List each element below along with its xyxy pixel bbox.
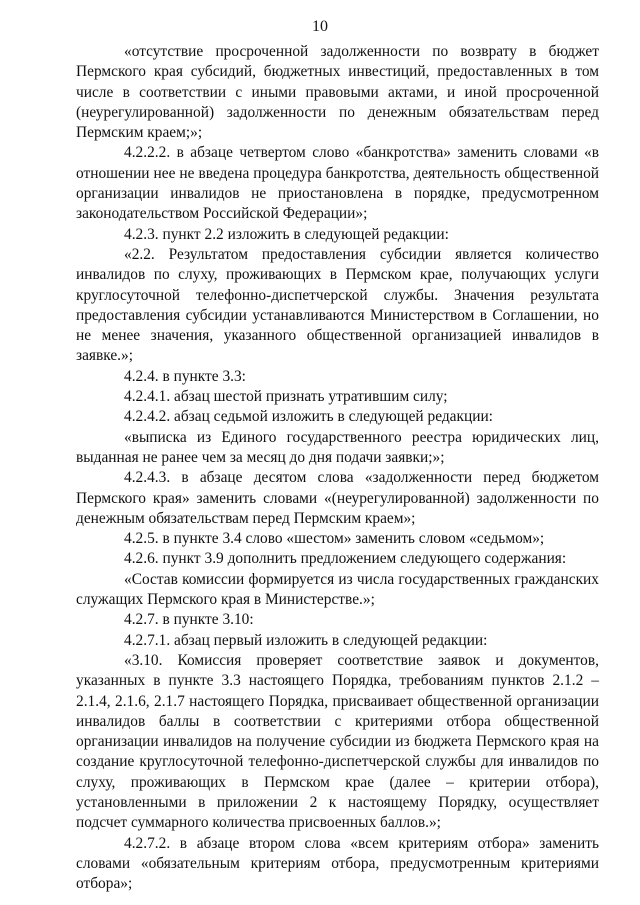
paragraph-4-2-3: 4.2.3. пункт 2.2 изложить в следующей редакции: (124, 225, 449, 243)
paragraph-3-10-commission: «3.10. Комиссия проверяет соответствие заявок и документов, указанных в пункте 3.3 настоящего Порядка, требованиям пунктов 2.1.2 – 2.1.4, 2.1.6, 2.1.7 настоящего Порядка, присваивает общественной организации инвалидов баллы в соответствии с критериями отбора общественной организации инвалидов на получение субсидии из бюджета Пермского края на создание круглосуточной телефонно-диспетчерской службы для инвалидов по слуху, проживающих в Пермском крае (далее – критерии отбора), установленными в приложении 2 к настоящему Порядку, осуществляет подсчет суммарного количества присвоенных баллов.»; (76, 651, 599, 832)
paragraph-4-2-5: 4.2.5. в пункте 3.4 слово «шестом» заменить словом «седьмом»; (124, 530, 545, 548)
paragraph-4-2-7: 4.2.7. в пункте 3.10: (124, 611, 254, 629)
paragraph-4-2-6: 4.2.6. пункт 3.9 дополнить предложением следующего содержания: (124, 550, 567, 568)
paragraph-commission-composition: «Состав комиссии формируется из числа государственных гражданских служащих Пермского края в Министерстве.»; (76, 570, 599, 609)
page-number: 10 (312, 18, 328, 35)
paragraph-4-2-4: 4.2.4. в пункте 3.3: (124, 367, 246, 385)
paragraph-registry-extract: «выписка из Единого государственного реестра юридических лиц, выданная не ранее чем за месяц до дня подачи заявки;»; (76, 428, 599, 466)
paragraph-4-2-7-1: 4.2.7.1. абзац первый изложить в следующей редакции: (124, 631, 488, 649)
paragraph-4-2-4-2: 4.2.4.2. абзац седьмой изложить в следующей редакции: (124, 408, 493, 426)
document-body (76, 42, 599, 894)
paragraph-4-2-4-1: 4.2.4.1. абзац шестой признать утратившим силу; (124, 388, 448, 406)
paragraph-4-2-7-2: 4.2.7.2. в абзаце втором слова «всем критериям отбора» заменить словами «обязательным критериям отбора, предусмотренным критериями отбора»; (76, 834, 599, 893)
paragraph-2-2-result: «2.2. Результатом предоставления субсидии является количество инвалидов по слуху, проживающих в Пермском крае, получающих услуги круглосуточной телефонно-диспетчерской службы. Значения результата предоставления субсидии устанавливаются Министерством в Соглашении, но не менее значения, указанного общественной организацией инвалидов в заявке.»; (76, 245, 599, 365)
paragraph-absence-of-debt: «отсутствие просроченной задолженности по возврату в бюджет Пермского края субсидий, бюджетных инвестиций, предоставленных в том числе в соответствии с иными правовыми актами, и иной просроченной (неурегулированной) задолженности по денежным обязательствам перед Пермским краем;»; (76, 43, 599, 142)
paragraph-4-2-2-2: 4.2.2.2. в абзаце четвертом слово «банкротства» заменить словами «в отношении нее не введена процедура банкротства, деятельность общественной организации инвалидов не приостановлена в порядке, предусмотренном законодательством Российской Федерации»; (76, 144, 599, 223)
paragraph-4-2-4-3: 4.2.4.3. в абзаце десятом слова «задолженности перед бюджетом Пермского края» заменить словами «(неурегулированной) задолженности по денежным обязательствам перед Пермским краем»; (76, 469, 599, 527)
